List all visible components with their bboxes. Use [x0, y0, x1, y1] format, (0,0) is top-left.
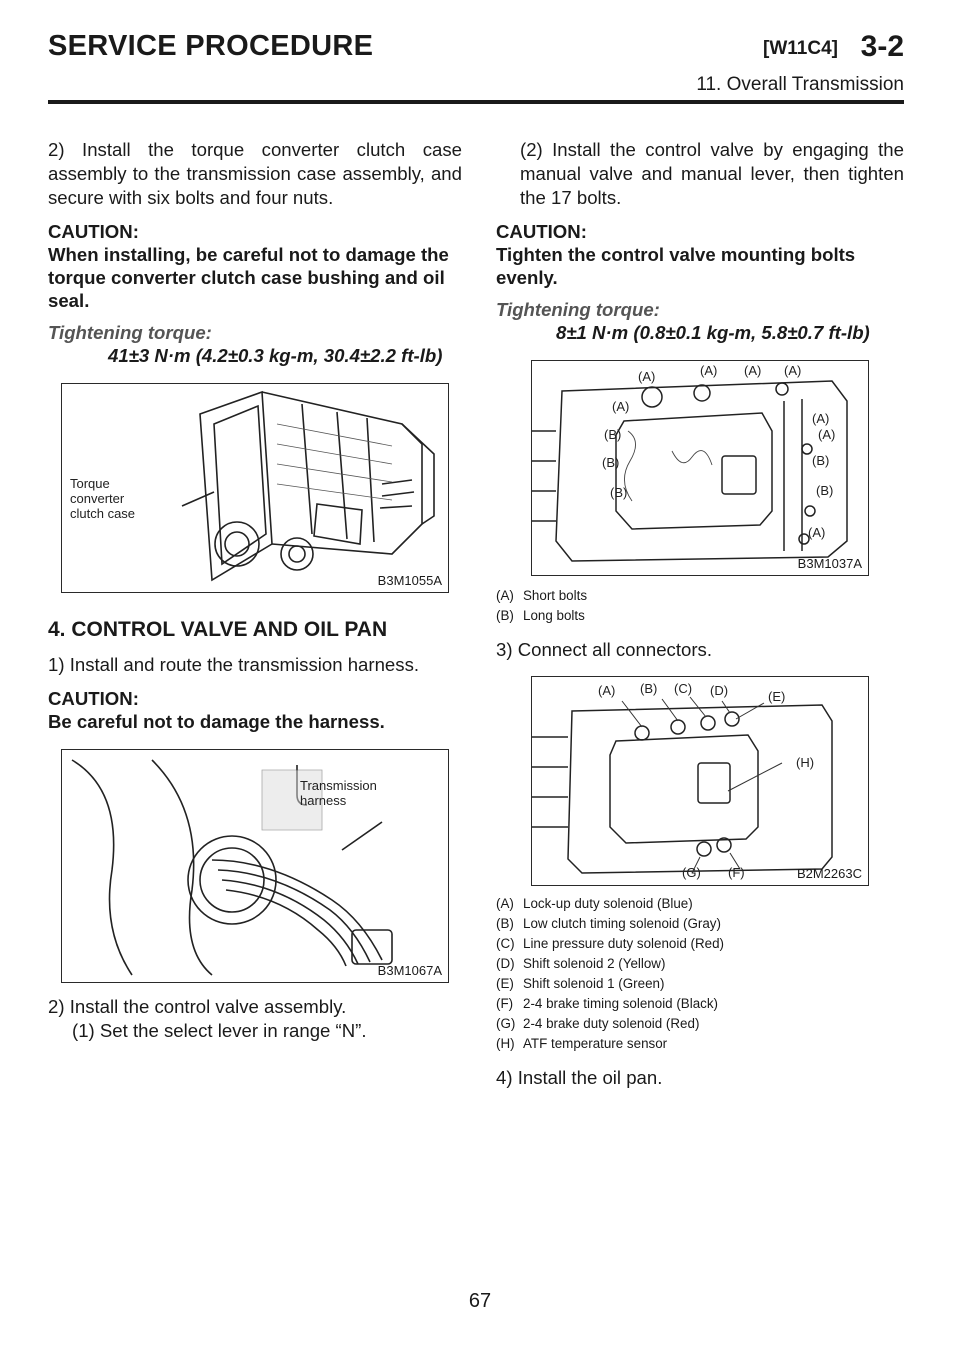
figure-control-valve-bolts: [531, 360, 869, 576]
legend-item: (H) ATF temperature sensor: [496, 1036, 668, 1051]
legend-connectors: [496, 894, 904, 1054]
figure-code: B3M1067A: [377, 963, 442, 978]
legend-bolts: [496, 586, 904, 626]
page-number: 67: [468, 1290, 492, 1312]
legend-item: (A) Lock-up duty solenoid (Blue): [496, 896, 693, 911]
figure-code: B2M2263C: [796, 866, 862, 881]
header-title: SERVICE PROCEDURE: [48, 30, 374, 62]
callout-label-b: (B): [640, 681, 658, 696]
torque-value: 41±3 N·m (4.2±0.3 kg-m, 30.4±2.2 ft-lb): [108, 345, 443, 366]
callout-label-g: (G): [682, 865, 701, 880]
legend-item: (A) Short bolts: [496, 588, 588, 603]
caution-text: Be careful not to damage the harness.: [48, 711, 385, 732]
legend-item: (G) 2-4 brake duty solenoid (Red): [496, 1016, 700, 1031]
callout-label-b: (B): [812, 453, 830, 468]
left-column: [48, 138, 462, 1043]
figure-label-clutch-case: Torque converter clutch case: [70, 476, 136, 521]
callout-label-b: (B): [604, 427, 622, 442]
substep-select-lever: (1) Set the select lever in range “N”.: [72, 1020, 367, 1041]
legend-item: (D) Shift solenoid 2 (Yellow): [496, 956, 666, 971]
callout-label-a: (A): [784, 363, 802, 378]
figure-code: B3M1055A: [377, 573, 442, 588]
step-install-oil-pan: 4) Install the oil pan.: [496, 1067, 663, 1088]
step-install-clutch-case: 2) Install the torque converter clutch case assembly to the transmission case assembly, and secure with six bolts and four nuts.: [48, 139, 462, 208]
caution-text: When installing, be careful not to damage the torque converter clutch case bushing and oil seal.: [48, 244, 449, 311]
page-header: [48, 30, 904, 104]
callout-label-a: (A): [744, 363, 762, 378]
figure-label-harness: Transmission harness: [300, 778, 377, 808]
step-route-harness: 1) Install and route the transmission harness.: [48, 654, 420, 675]
caution-heading: CAUTION:: [48, 221, 139, 242]
step-install-control-valve: 2) Install the control valve assembly.: [48, 996, 347, 1017]
legend-item: (B) Low clutch timing solenoid (Gray): [496, 916, 721, 931]
figure-harness: [61, 749, 449, 983]
callout-label-a: (A): [818, 427, 836, 442]
step-connect-connectors: 3) Connect all connectors.: [496, 639, 713, 660]
callout-label-a: (A): [612, 399, 630, 414]
callout-label-a: (A): [638, 369, 656, 384]
legend-item: (C) Line pressure duty solenoid (Red): [496, 936, 724, 951]
legend-item: (E) Shift solenoid 1 (Green): [496, 976, 665, 991]
substep-install-control-valve: (2) Install the control valve by engaging the manual valve and manual lever, then tighten the 17 bolts.: [520, 139, 904, 208]
callout-label-a: (A): [808, 525, 826, 540]
header-subtitle: 11. Overall Transmission: [696, 74, 904, 95]
section-heading-control-valve: 4. CONTROL VALVE AND OIL PAN: [48, 618, 388, 641]
legend-item: (B) Long bolts: [496, 608, 585, 623]
callout-label-e: (E): [768, 689, 786, 704]
callout-label-b: (B): [602, 455, 620, 470]
callout-label-b: (B): [610, 485, 628, 500]
callout-label-d: (D): [710, 683, 729, 698]
callout-label-f: (F): [728, 865, 745, 880]
callout-label-a: (A): [700, 363, 718, 378]
right-column: [496, 138, 904, 1090]
torque-value: 8±1 N·m (0.8±0.1 kg-m, 5.8±0.7 ft-lb): [556, 322, 870, 343]
legend-item: (F) 2-4 brake timing solenoid (Black): [496, 996, 718, 1011]
caution-heading: CAUTION:: [48, 688, 139, 709]
caution-heading: CAUTION:: [496, 221, 587, 242]
callout-label-h: (H): [796, 755, 815, 770]
figure-code: B3M1037A: [797, 556, 862, 571]
torque-heading: Tightening torque:: [48, 322, 212, 343]
header-code: [W11C4]: [763, 38, 838, 59]
callout-label-b: (B): [816, 483, 834, 498]
figure-clutch-case: [61, 383, 449, 593]
header-section-number: 3-2: [860, 30, 904, 63]
caution-text: Tighten the control valve mounting bolts evenly.: [496, 244, 856, 288]
callout-label-c: (C): [674, 681, 693, 696]
header-rule: [48, 100, 904, 104]
figure-connectors: [531, 676, 869, 886]
torque-heading: Tightening torque:: [496, 299, 660, 320]
callout-label-a: (A): [812, 411, 830, 426]
callout-label-a: (A): [598, 683, 616, 698]
control-valve-drawing: [532, 361, 868, 575]
harness-drawing: [62, 750, 448, 982]
connectors-drawing: [532, 677, 868, 885]
